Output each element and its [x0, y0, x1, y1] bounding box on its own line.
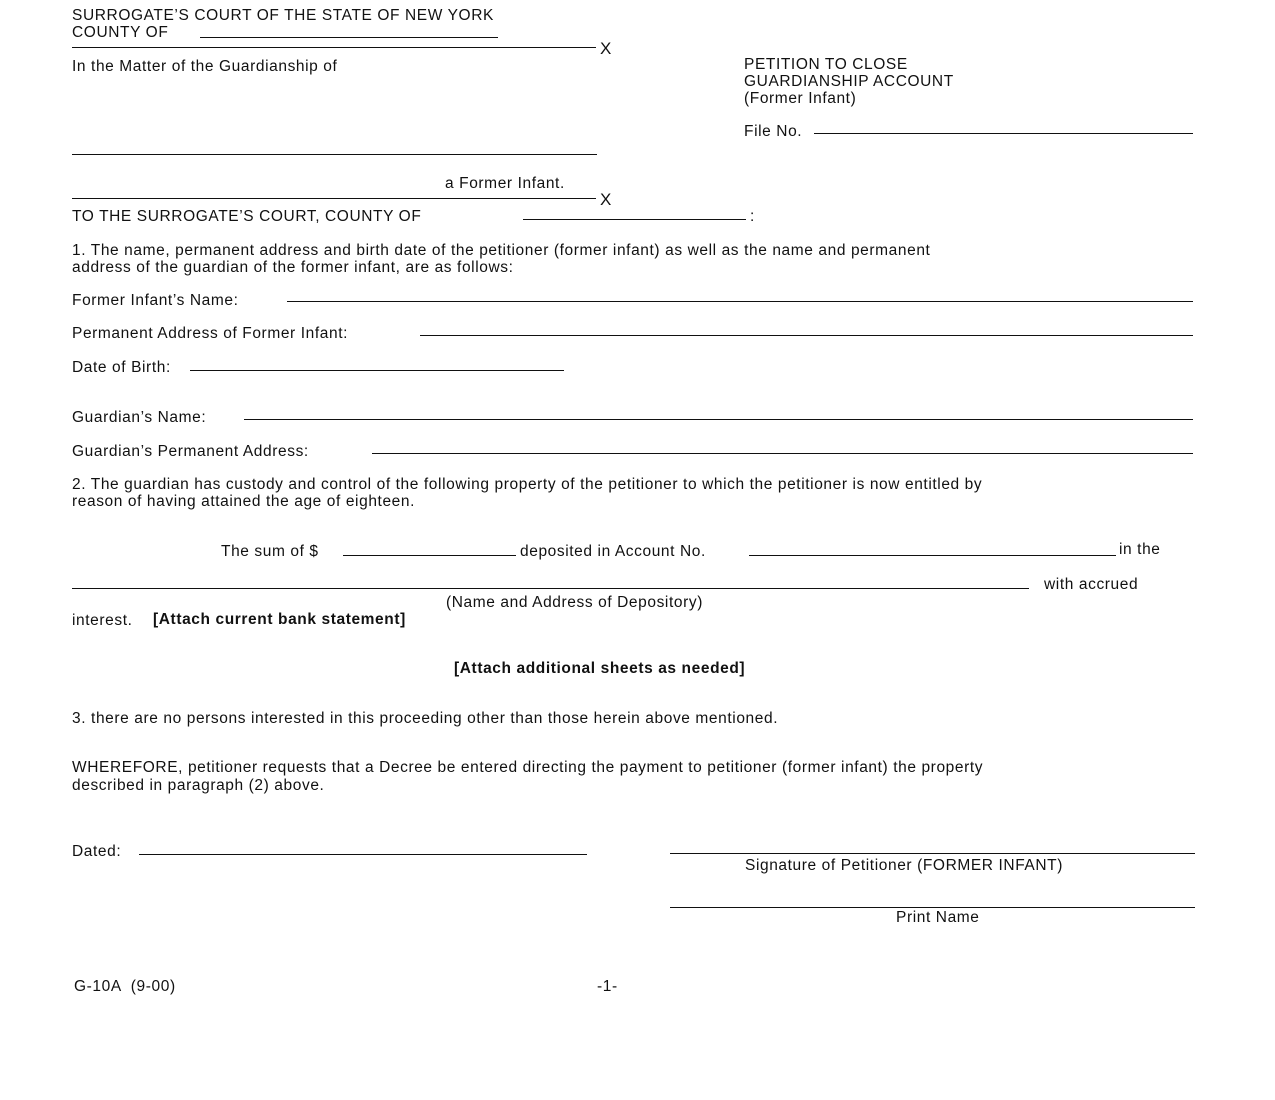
paragraph-2-line-1: 2. The guardian has custody and control of the following property of the petitioner to which the petitioner is now entitled by: [72, 476, 983, 493]
paragraph-2-line-2: reason of having attained the age of eighteen.: [72, 493, 416, 510]
interest-label: interest.: [72, 612, 133, 629]
caption-x-mark-top: X: [600, 39, 612, 58]
sum-label: The sum of $: [221, 543, 319, 560]
former-infant-name-label: Former Infant’s Name:: [72, 292, 239, 309]
signature-caption: Signature of Petitioner (FORMER INFANT): [745, 857, 1063, 874]
former-infant-name-input[interactable]: [287, 301, 1193, 302]
title-line-1: PETITION TO CLOSE: [744, 56, 908, 73]
to-court-label: TO THE SURROGATE’S COURT, COUNTY OF: [72, 208, 422, 225]
guardian-address-input[interactable]: [372, 453, 1193, 454]
date-of-birth-input[interactable]: [190, 370, 564, 371]
with-accrued-label: with accrued: [1044, 576, 1139, 593]
in-the-label: in the: [1119, 541, 1161, 558]
county-input[interactable]: [200, 37, 498, 38]
former-infant-label: a Former Infant.: [445, 175, 565, 192]
signature-line[interactable]: [670, 853, 1195, 854]
deposited-label: deposited in Account No.: [520, 543, 706, 560]
ward-name-input[interactable]: [72, 154, 597, 155]
print-name-caption: Print Name: [896, 909, 980, 926]
dated-input[interactable]: [139, 854, 587, 855]
paragraph-1-line-2: address of the guardian of the former infant, are as follows:: [72, 259, 514, 276]
wherefore-line-2: described in paragraph (2) above.: [72, 777, 325, 794]
to-court-colon: :: [750, 208, 755, 225]
court-heading: SURROGATE’S COURT OF THE STATE OF NEW YORK: [72, 7, 494, 24]
paragraph-3: 3. there are no persons interested in this proceeding other than those herein above mentioned.: [72, 710, 779, 727]
attach-statement-note: [Attach current bank statement]: [153, 611, 406, 628]
print-name-input[interactable]: [670, 907, 1195, 908]
caption-bottom-rule: [72, 198, 596, 199]
to-court-county-input[interactable]: [523, 219, 746, 220]
wherefore-line-1: WHEREFORE, petitioner requests that a Decree be entered directing the payment to petitioner (former infant) the property: [72, 759, 984, 776]
file-no-label: File No.: [744, 123, 803, 140]
caption-top-rule: [72, 47, 596, 48]
title-line-2: GUARDIANSHIP ACCOUNT: [744, 73, 954, 90]
guardian-address-label: Guardian’s Permanent Address:: [72, 443, 309, 460]
former-infant-address-label: Permanent Address of Former Infant:: [72, 325, 349, 342]
date-of-birth-label: Date of Birth:: [72, 359, 171, 376]
matter-of-label: In the Matter of the Guardianship of: [72, 58, 338, 75]
depository-caption: (Name and Address of Depository): [446, 594, 703, 611]
form-code: G-10A (9-00): [74, 978, 176, 995]
sum-amount-input[interactable]: [343, 555, 516, 556]
page-number: -1-: [597, 978, 618, 995]
title-line-3: (Former Infant): [744, 90, 857, 107]
account-number-input[interactable]: [749, 555, 1116, 556]
paragraph-1-line-1: 1. The name, permanent address and birth date of the petitioner (former infant) as well as the name and permanent: [72, 242, 931, 259]
guardian-name-input[interactable]: [244, 419, 1193, 420]
file-no-input[interactable]: [814, 133, 1193, 134]
dated-label: Dated:: [72, 843, 122, 860]
depository-input[interactable]: [72, 588, 1029, 589]
former-infant-address-input[interactable]: [420, 335, 1193, 336]
county-label: COUNTY OF: [72, 24, 169, 41]
attach-sheets-note: [Attach additional sheets as needed]: [454, 660, 746, 677]
caption-x-mark-bottom: X: [600, 190, 612, 209]
guardian-name-label: Guardian’s Name:: [72, 409, 207, 426]
